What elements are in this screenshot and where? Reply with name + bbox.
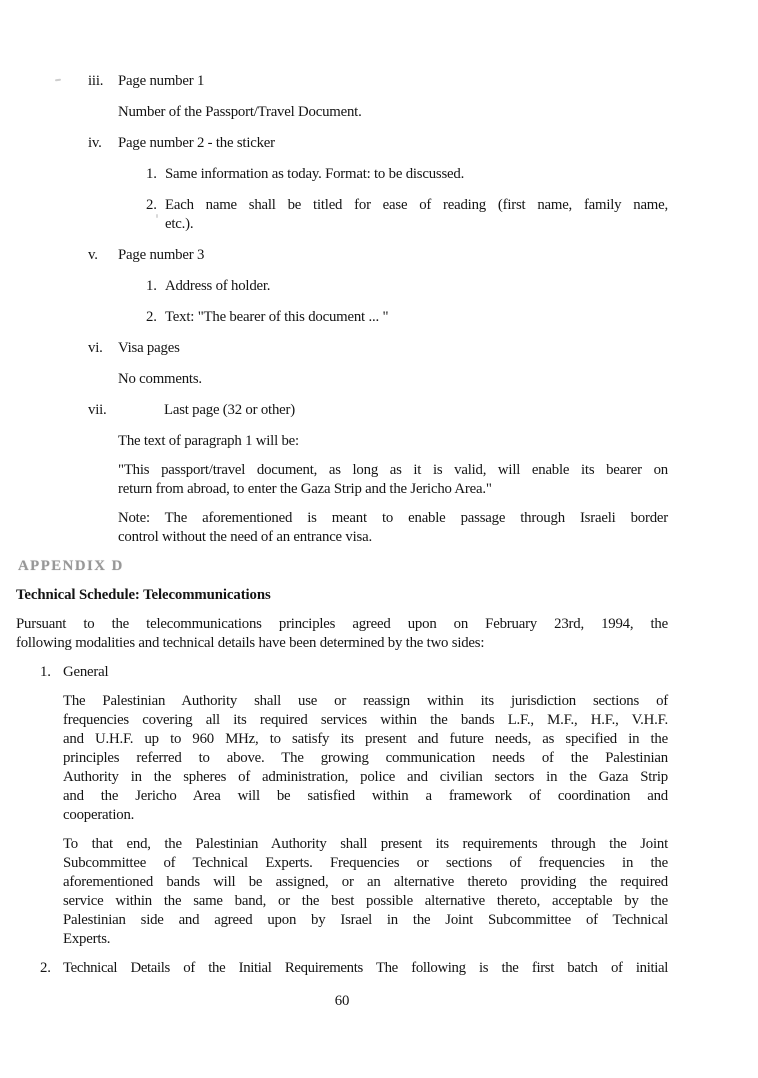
list-item-vi-body: No comments. bbox=[118, 371, 202, 387]
list-marker: 1. bbox=[40, 664, 51, 680]
list-marker: 2. bbox=[146, 197, 157, 213]
sub-item-2 bbox=[146, 308, 758, 327]
list-marker: 2. bbox=[146, 309, 157, 325]
list-item-title: Last page (32 or other) bbox=[164, 402, 295, 418]
list-item-iii bbox=[88, 72, 758, 91]
list-marker: v. bbox=[88, 247, 98, 263]
list-marker: 1. bbox=[146, 278, 157, 294]
list-item-title: Page number 3 bbox=[118, 247, 205, 263]
page-number: 60 bbox=[334, 993, 350, 1009]
list-item-vi bbox=[88, 339, 758, 358]
sub-item-1 bbox=[146, 277, 758, 296]
list-item-vii bbox=[88, 401, 758, 420]
note-paragraph: Note: The aforementioned is meant to enable passage through Israeli border control without the need of an entrance visa. bbox=[118, 510, 668, 545]
sub-item-text: Each name shall be titled for ease of reading (first name, family name, etc.). bbox=[165, 197, 668, 232]
list-marker: iv. bbox=[88, 135, 102, 151]
general-paragraph-1: The Palestinian Authority shall use or reassign within its jurisdiction sections of frequencies covering all its required services within the bands L.F., M.F., H.F., V.H.F. and U.H.F. up to 960 MHz, to satisfy its present and future needs, as specified in the principles referred to above. The growing communication needs of the Palestinian Authority in the spheres of administration, police and civilian sectors in the Gaza Strip and the Jericho Area will be satisfied within a framework of coordination and cooperation. bbox=[63, 693, 668, 823]
appendix-heading: APPENDIX D bbox=[18, 558, 124, 574]
list-item-title: Visa pages bbox=[118, 340, 180, 356]
schedule-title: Technical Schedule: Telecommunications bbox=[16, 587, 271, 603]
list-item-title: Page number 2 - the sticker bbox=[118, 135, 275, 151]
list-marker: iii. bbox=[88, 73, 104, 89]
list-item-title: Page number 1 bbox=[118, 73, 205, 89]
sub-item-1 bbox=[146, 165, 758, 184]
general-paragraph-2: To that end, the Palestinian Authority shall present its requirements through the Joint Subcommittee of Technical Experts. Frequencies or sections of frequencies in the aforementioned bands will be assigned, or an alternative thereto providing the required service within the same band, or the best possible alternative thereto, acceptable by the Palestinian side and agreed upon by Israel in the Joint Subcommittee of Technical Experts. bbox=[63, 836, 668, 947]
paragraph-intro: The text of paragraph 1 will be: bbox=[118, 433, 299, 449]
section-2-technical-details bbox=[40, 959, 758, 978]
section-1-general bbox=[40, 663, 758, 682]
section-text: Technical Details of the Initial Requirements The following is the first batch of initial bbox=[63, 960, 668, 976]
quoted-paragraph: "This passport/travel document, as long as it is valid, will enable its bearer on return from abroad, to enter the Gaza Strip and the Jericho Area." bbox=[118, 462, 668, 497]
list-marker: vi. bbox=[88, 340, 103, 356]
sub-item-text: Text: "The bearer of this document ... " bbox=[165, 309, 389, 325]
appendix-intro-paragraph: Pursuant to the telecommunications principles agreed upon on February 23rd, 1994, the following modalities and technical details have been determined by the two sides: bbox=[16, 616, 668, 651]
sub-item-text: Same information as today. Format: to be discussed. bbox=[165, 166, 465, 182]
sub-item-text: Address of holder. bbox=[165, 278, 271, 294]
list-marker: vii. bbox=[88, 402, 107, 418]
list-marker: 2. bbox=[40, 960, 51, 976]
list-item-v bbox=[88, 246, 758, 265]
list-item-iv bbox=[88, 134, 758, 153]
scan-noise-speck bbox=[156, 214, 158, 218]
list-marker: 1. bbox=[146, 166, 157, 182]
section-title: General bbox=[63, 664, 109, 680]
list-item-iii-body: Number of the Passport/Travel Document. bbox=[118, 104, 362, 120]
sub-item-2 bbox=[146, 196, 758, 234]
